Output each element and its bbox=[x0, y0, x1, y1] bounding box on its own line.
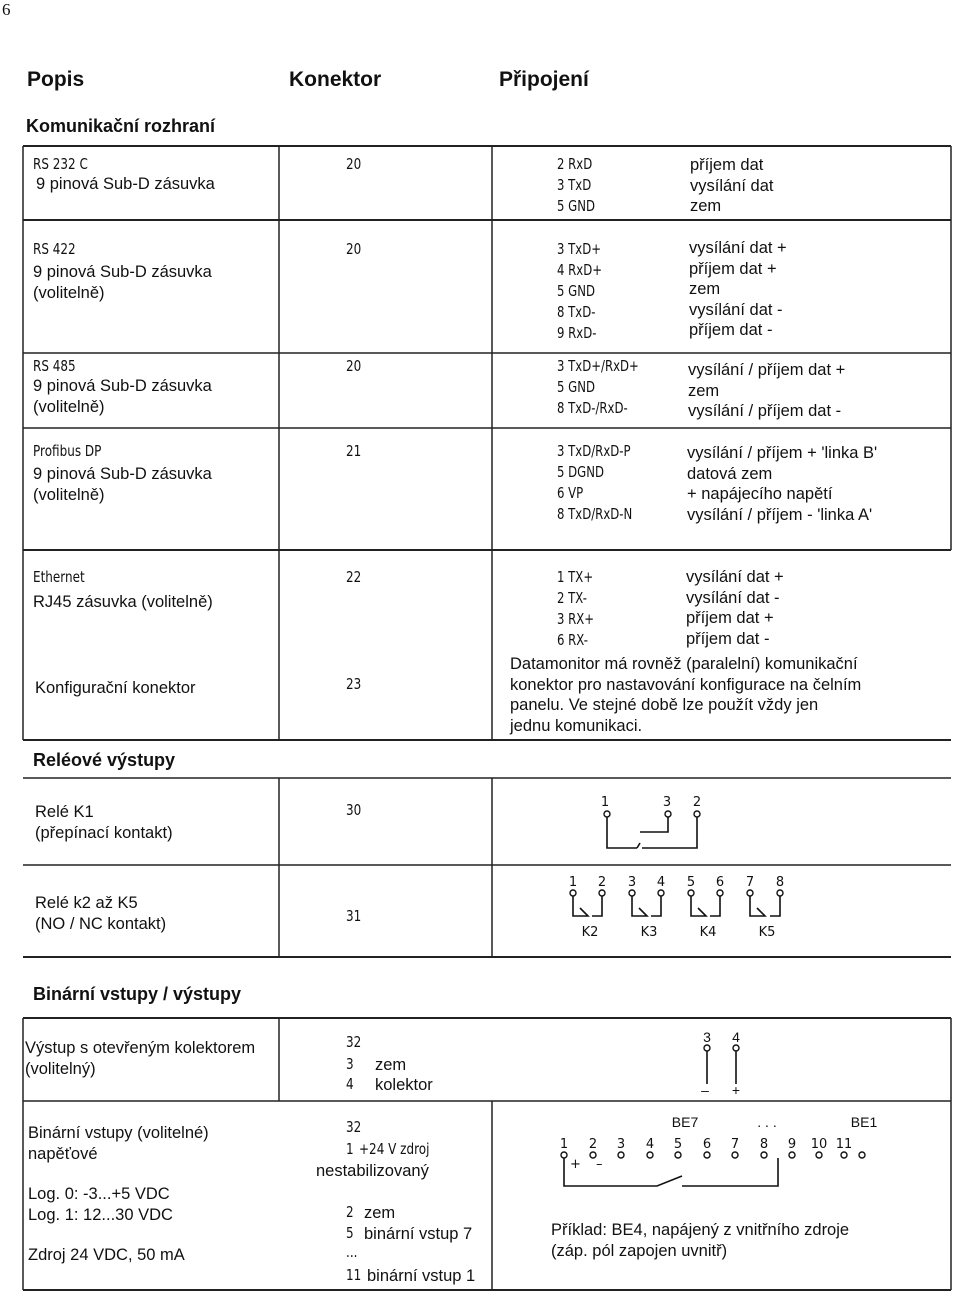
rs485-pins bbox=[557, 356, 639, 419]
pin: 8 TxD- bbox=[557, 303, 596, 321]
ethernet-name: Ethernet bbox=[33, 568, 85, 586]
rs485-desc bbox=[33, 376, 212, 417]
profibus-functions bbox=[687, 443, 877, 525]
oc-terminal-3: 3 bbox=[703, 1029, 711, 1045]
relay2-terminal: 4 bbox=[656, 875, 666, 890]
open-collector-func-zem: zem bbox=[375, 1056, 407, 1074]
function: vysílání / příjem dat - bbox=[688, 402, 842, 420]
pin: 8 TxD/RxD-N bbox=[557, 505, 633, 523]
function: příjem dat - bbox=[689, 321, 773, 339]
pin: 2 TX- bbox=[557, 589, 587, 607]
pin: 5 GND bbox=[557, 282, 596, 300]
relay1-terminal-3: 3 bbox=[662, 795, 672, 810]
ethernet-pins bbox=[557, 567, 594, 651]
section-komunikacni: Komunikační rozhraní bbox=[26, 116, 216, 136]
pin: 5 GND bbox=[557, 378, 596, 396]
relay1-desc: (přepínací kontakt) bbox=[35, 823, 173, 842]
relay2-label bbox=[35, 893, 166, 934]
be-ellipsis: . . . bbox=[757, 1114, 777, 1130]
binary-pin-2: 2 bbox=[346, 1203, 354, 1221]
relay2-desc: (NO / NC kontakt) bbox=[35, 914, 167, 933]
config-note bbox=[510, 654, 861, 736]
config-name: Konfigurační konektor bbox=[35, 679, 196, 697]
relay2-terminal: 6 bbox=[715, 875, 725, 890]
bi-terminal: 5 bbox=[673, 1137, 683, 1152]
rs232-pins bbox=[557, 154, 595, 217]
open-collector-opt: (volitelný) bbox=[25, 1059, 96, 1078]
binary-pin-5: 5 bbox=[346, 1224, 354, 1242]
open-collector-diagram bbox=[690, 1026, 760, 1098]
desc-line: 9 pinová Sub-D zásuvka bbox=[33, 263, 212, 281]
bi-terminal: 4 bbox=[645, 1137, 655, 1152]
function: zem bbox=[690, 197, 722, 215]
page-number: 6 bbox=[2, 0, 11, 19]
relay1-terminal-2: 2 bbox=[692, 795, 702, 810]
rs232-connector: 20 bbox=[346, 155, 362, 173]
open-collector-name: Výstup s otevřeným kolektorem bbox=[25, 1039, 256, 1057]
rs422-name: RS 422 bbox=[33, 240, 76, 258]
log0: Log. 0: -3...+5 VDC bbox=[28, 1185, 170, 1203]
note-line: jednu komunikaci. bbox=[510, 716, 643, 735]
relay2-terminal: 2 bbox=[597, 875, 607, 890]
binary-example bbox=[551, 1220, 849, 1261]
pin: 5 DGND bbox=[557, 463, 605, 481]
binary-inputs-diagram bbox=[552, 1110, 892, 1192]
rs232-functions bbox=[690, 155, 773, 217]
binary-pin-1: 1 bbox=[346, 1140, 354, 1158]
relay2-terminal: 7 bbox=[745, 875, 755, 890]
binary-inputs-label bbox=[28, 1123, 209, 1164]
relay2-terminal: 1 bbox=[568, 875, 578, 890]
bi-terminal: 2 bbox=[588, 1137, 598, 1152]
example-line: Příklad: BE4, napájený z vnitřního zdroje bbox=[551, 1221, 850, 1239]
binary-inputs-sub: napěťové bbox=[28, 1144, 98, 1163]
profibus-connector: 21 bbox=[346, 442, 362, 460]
binary-connector: 32 bbox=[346, 1118, 362, 1136]
function: zem bbox=[689, 280, 721, 298]
header-pripojeni: Připojení bbox=[499, 68, 589, 91]
function: vysílání / příjem + 'linka B' bbox=[687, 444, 878, 462]
bi-terminal: 9 bbox=[787, 1137, 797, 1152]
open-collector-func-kolektor: kolektor bbox=[375, 1076, 433, 1094]
function: datová zem bbox=[687, 464, 773, 483]
binary-pin-2-func: zem bbox=[364, 1204, 396, 1222]
pin: 6 RX- bbox=[557, 631, 588, 649]
pin: 9 RxD- bbox=[557, 324, 597, 342]
relay2-terminal: 8 bbox=[775, 875, 785, 890]
pin: 3 RX+ bbox=[557, 610, 595, 628]
binary-inputs-name: Binární vstupy (volitelné) bbox=[28, 1124, 209, 1142]
function: příjem dat bbox=[690, 156, 764, 174]
header-popis: Popis bbox=[27, 68, 85, 91]
pin: 2 RxD bbox=[557, 155, 593, 173]
pin: 3 TxD+/RxD+ bbox=[557, 357, 639, 375]
open-collector-pin-4: 4 bbox=[346, 1075, 354, 1093]
function: vysílání / příjem dat + bbox=[688, 361, 846, 379]
note-line: konektor pro nastavování konfigurace na čelním bbox=[510, 675, 862, 694]
binary-pin-11-func: binární vstup 1 bbox=[367, 1267, 476, 1285]
function: vysílání dat + bbox=[689, 239, 787, 257]
ethernet-connector: 22 bbox=[346, 568, 362, 586]
pin: 1 TX+ bbox=[557, 568, 594, 586]
relay1-terminal-1: 1 bbox=[600, 795, 610, 810]
open-collector-pin-3: 3 bbox=[346, 1055, 354, 1073]
pin: 6 VP bbox=[557, 484, 584, 502]
pin: 4 RxD+ bbox=[557, 261, 603, 279]
bi-terminal: 8 bbox=[759, 1137, 769, 1152]
desc-line: 9 pinová Sub-D zásuvka bbox=[33, 465, 212, 483]
bi-terminal: 10 bbox=[810, 1137, 828, 1152]
function: vysílání dat - bbox=[686, 588, 780, 607]
pin: 8 TxD-/RxD- bbox=[557, 399, 628, 417]
bi-terminal: 1 bbox=[559, 1137, 569, 1152]
binary-inputs-supply: Zdroj 24 VDC, 50 mA bbox=[28, 1246, 185, 1264]
note-line: panelu. Ve stejné době lze použít vždy jen bbox=[510, 696, 819, 714]
oc-minus-sign: – bbox=[701, 1082, 709, 1098]
relay-k3-label: K3 bbox=[640, 925, 658, 940]
pin: 3 TxD/RxD-P bbox=[557, 442, 631, 460]
bi-minus-sign: – bbox=[596, 1157, 603, 1172]
be7-label: BE7 bbox=[671, 1114, 699, 1130]
function: vysílání / příjem - 'linka A' bbox=[687, 505, 873, 524]
function: + napájecího napětí bbox=[687, 485, 833, 503]
binary-pin-1-func2: nestabilizovaný bbox=[316, 1162, 429, 1180]
function: příjem dat + bbox=[689, 259, 777, 278]
pin: 3 TxD+ bbox=[557, 240, 602, 258]
config-connector: 23 bbox=[346, 675, 362, 693]
binary-pin-11: 11 bbox=[346, 1266, 362, 1284]
binary-pin-1-func: +24 V zdroj bbox=[359, 1140, 430, 1158]
opt-line: (volitelně) bbox=[33, 485, 105, 504]
function: vysílání dat bbox=[690, 176, 774, 195]
function: příjem dat - bbox=[686, 629, 770, 648]
ethernet-functions bbox=[686, 567, 784, 649]
relay-k5-label: K5 bbox=[758, 925, 776, 940]
oc-plus-sign: + bbox=[731, 1082, 741, 1098]
header-konektor: Konektor bbox=[289, 68, 382, 91]
profibus-desc bbox=[33, 464, 212, 505]
section-binarni: Binární vstupy / výstupy bbox=[33, 984, 242, 1004]
log1: Log. 1: 12...30 VDC bbox=[28, 1205, 173, 1224]
open-collector-label bbox=[25, 1038, 255, 1079]
function: vysílání dat + bbox=[686, 568, 784, 586]
binary-pin-5-func: binární vstup 7 bbox=[364, 1225, 473, 1243]
opt-line: (volitelně) bbox=[33, 283, 105, 302]
ethernet-desc: RJ45 zásuvka (volitelně) bbox=[33, 593, 213, 611]
rs422-pins bbox=[557, 239, 602, 344]
be1-label: BE1 bbox=[850, 1114, 878, 1130]
example-line: (záp. pól zapojen uvnitř) bbox=[551, 1241, 728, 1260]
rs485-name: RS 485 bbox=[33, 357, 76, 375]
rs232-desc: 9 pinová Sub-D zásuvka bbox=[36, 175, 215, 193]
bi-terminal: 11 bbox=[835, 1137, 853, 1152]
bi-plus-sign: + bbox=[570, 1157, 581, 1172]
relay2-terminal: 5 bbox=[686, 875, 696, 890]
relay1-name: Relé K1 bbox=[35, 803, 94, 821]
relay2-terminal: 3 bbox=[627, 875, 637, 890]
relay2-diagram bbox=[560, 868, 800, 948]
relay2-name: Relé k2 až K5 bbox=[35, 894, 138, 912]
rs485-connector: 20 bbox=[346, 357, 362, 375]
open-collector-connector: 32 bbox=[346, 1033, 362, 1051]
function: zem bbox=[688, 381, 720, 400]
profibus-pins bbox=[557, 441, 632, 525]
rs422-connector: 20 bbox=[346, 240, 362, 258]
bi-terminal: 6 bbox=[702, 1137, 712, 1152]
binary-ellipsis: ... bbox=[346, 1243, 358, 1261]
relay1-connector: 30 bbox=[346, 801, 362, 819]
relay-k4-label: K4 bbox=[699, 925, 717, 940]
function: příjem dat + bbox=[686, 609, 774, 627]
oc-terminal-4: 4 bbox=[732, 1029, 740, 1045]
relay1-diagram bbox=[590, 790, 720, 860]
bi-terminal: 3 bbox=[616, 1137, 626, 1152]
bi-terminal: 7 bbox=[730, 1137, 740, 1152]
function: vysílání dat - bbox=[689, 300, 783, 319]
section-releove: Reléové výstupy bbox=[33, 750, 176, 770]
rs422-functions bbox=[689, 238, 787, 341]
profibus-name: Profibus DP bbox=[33, 442, 102, 460]
relay1-label bbox=[35, 802, 173, 843]
opt-line: (volitelně) bbox=[33, 397, 105, 416]
rs422-desc bbox=[33, 262, 212, 303]
relay2-connector: 31 bbox=[346, 907, 362, 925]
desc-line: 9 pinová Sub-D zásuvka bbox=[33, 377, 212, 395]
rs232-name: RS 232 C bbox=[33, 155, 88, 173]
rs485-functions bbox=[688, 360, 845, 422]
binary-inputs-levels bbox=[28, 1184, 173, 1225]
relay-k2-label: K2 bbox=[581, 925, 599, 940]
note-line: Datamonitor má rovněž (paralelní) komunikační bbox=[510, 655, 858, 673]
pin: 5 GND bbox=[557, 197, 596, 215]
pin: 3 TxD bbox=[557, 176, 592, 194]
